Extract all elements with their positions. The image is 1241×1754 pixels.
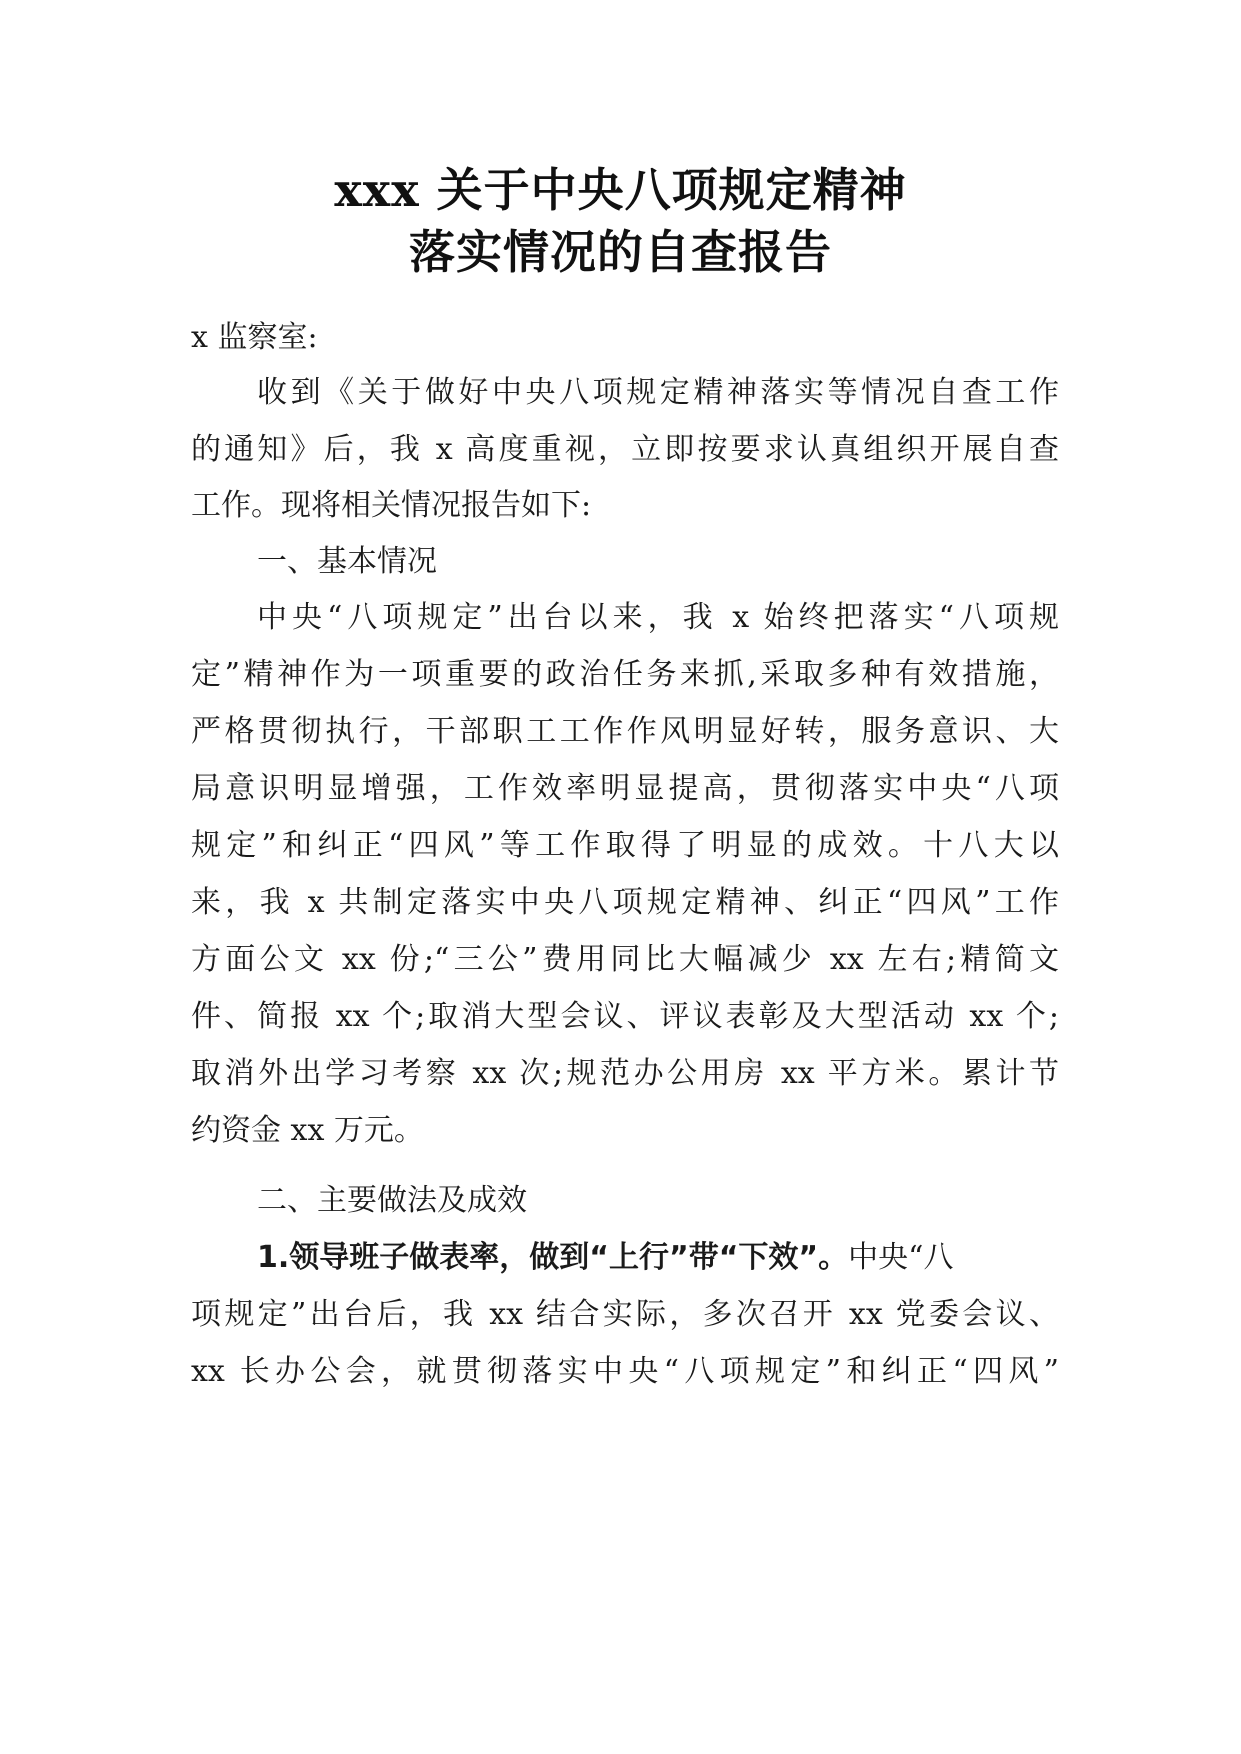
paragraph-line: 工作。现将相关情况报告如下: <box>191 488 592 523</box>
paragraph-line: 来，我 x 共制定落实中央八项规定精神、纠正“四风”工作 <box>191 885 1059 920</box>
paragraph-line: 局意识明显增强，工作效率明显提高，贯彻落实中央“八项 <box>191 771 1059 806</box>
paragraph-line: 收到《关于做好中央八项规定精神落实等情况自查工作 <box>257 375 1059 410</box>
paragraph-line: 定”精神作为一项重要的政治任务来抓,采取多种有效措施， <box>191 657 1059 692</box>
paragraph-line: xx 长办公会，就贯彻落实中央“八项规定”和纠正“四风” <box>191 1354 1059 1389</box>
salutation: x 监察室: <box>191 320 318 355</box>
section-heading-1: 一、基本情况 <box>257 544 437 579</box>
paragraph-line: 约资金 xx 万元。 <box>191 1113 424 1148</box>
document-title-line-2: 落实情况的自查报告 <box>409 225 832 279</box>
paragraph-line: 项规定”出台后，我 xx 结合实际，多次召开 xx 党委会议、 <box>191 1297 1059 1332</box>
paragraph-line: 严格贯彻执行，干部职工工作作风明显好转，服务意识、大 <box>191 714 1059 749</box>
paragraph-line: 件、简报 xx 个;取消大型会议、评议表彰及大型活动 xx 个; <box>191 999 1059 1034</box>
item-1-lead: 1.领导班子做表率，做到“上行”带“下效”。 <box>257 1240 849 1275</box>
item-1-first-line <box>257 1238 1059 1278</box>
paragraph-line: 中央“八项规定”出台以来，我 x 始终把落实“八项规 <box>257 600 1059 635</box>
item-1-text: 中央“八 <box>848 1240 954 1275</box>
document-title-line-1: xxx 关于中央八项规定精神 <box>334 163 907 217</box>
paragraph-line: 规定”和纠正“四风”等工作取得了明显的成效。十八大以 <box>191 828 1059 863</box>
paragraph-line: 方面公文 xx 份;“三公”费用同比大幅减少 xx 左右;精简文 <box>191 942 1059 977</box>
paragraph-line: 取消外出学习考察 xx 次;规范办公用房 xx 平方米。累计节 <box>191 1056 1059 1091</box>
paragraph-line: 的通知》后，我 x 高度重视，立即按要求认真组织开展自查 <box>191 432 1059 467</box>
section-heading-2: 二、主要做法及成效 <box>257 1183 527 1218</box>
